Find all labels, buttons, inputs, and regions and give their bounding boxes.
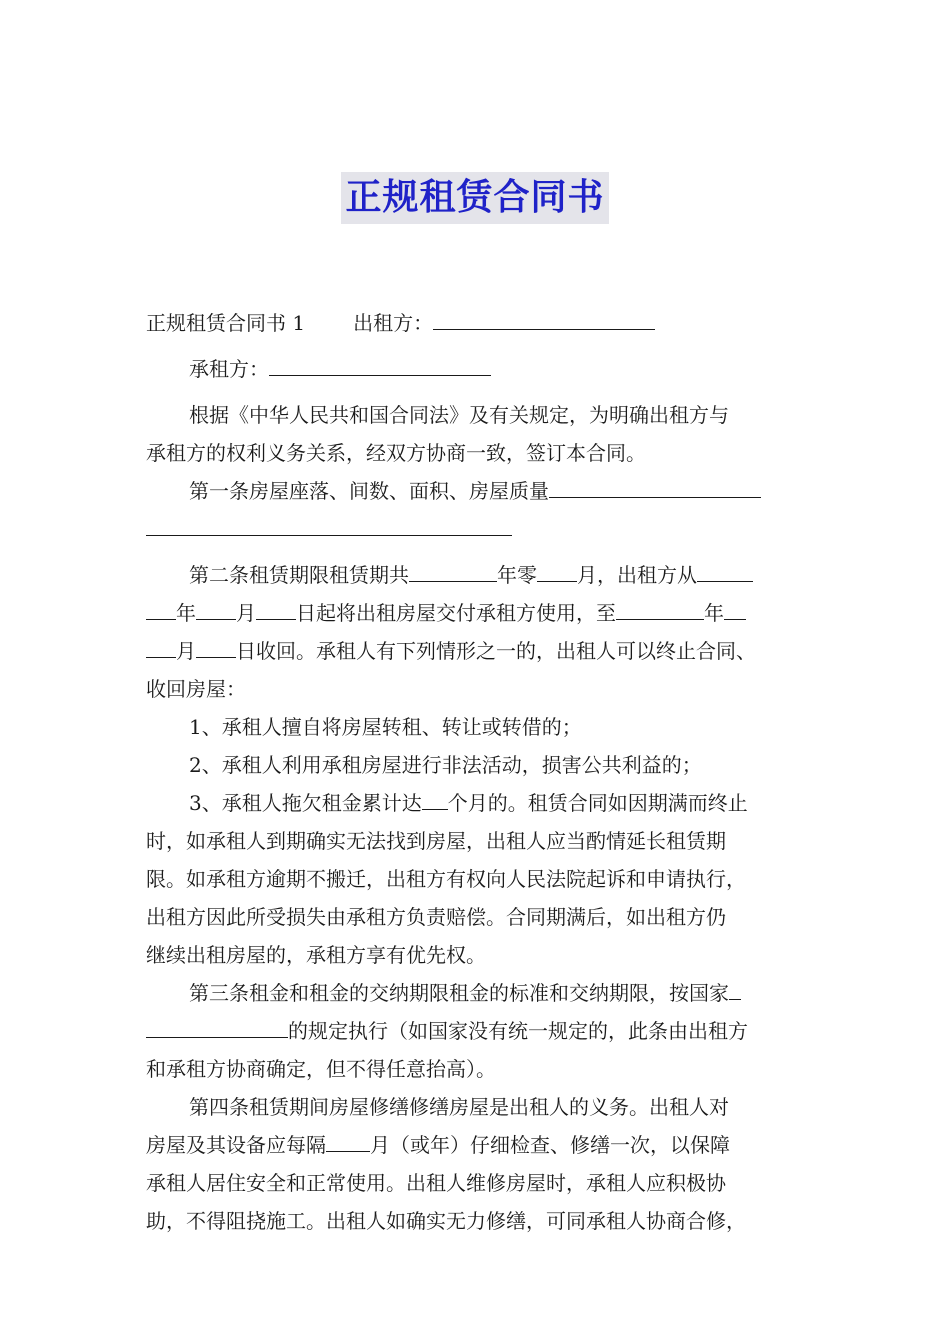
lessee-label: 承租方： — [189, 357, 269, 381]
text-line: 继续出租房屋的，承租方享有优先权。 — [146, 943, 486, 967]
list-item-text: 个月的。租赁合同如因期满而终止 — [447, 791, 748, 815]
text-line: 和承租方协商确定，但不得任意抬高）。 — [146, 1057, 496, 1081]
list-item-text: 3、承租人拖欠租金累计达 — [189, 791, 422, 815]
paragraph-line — [146, 936, 826, 974]
end-month-blank-cont — [146, 635, 176, 658]
end-day-blank — [196, 635, 236, 658]
article-4-line — [146, 1088, 826, 1126]
article-2-line — [146, 594, 826, 632]
text-line: 出租方因此所受损失由承租方负责赔偿。合同期满后，如出租方仍 — [146, 905, 726, 929]
text-line: 时，如承租人到期确实无法找到房屋，出租人应当酌情延长租赁期 — [146, 829, 726, 853]
text-segment: 年零 — [497, 563, 537, 587]
text-line: 第三条租金和租金的交纳期限租金的标准和交纳期限，按国家 — [189, 981, 729, 1005]
text-line: 第四条租赁期间房屋修缮修缮房屋是出租人的义务。出租人对 — [189, 1095, 729, 1119]
inspection-interval-blank — [326, 1129, 370, 1152]
paragraph-line — [146, 898, 826, 936]
text-segment: 第二条租赁期限租赁期共 — [189, 563, 409, 587]
article-3-line — [146, 1012, 826, 1050]
paragraph-line — [146, 860, 826, 898]
lessee-blank — [269, 353, 491, 376]
article-1-blank — [549, 475, 761, 498]
text-segment: 月 — [236, 601, 256, 625]
paragraph-line — [146, 396, 826, 434]
article-1-blank-2 — [146, 513, 512, 536]
start-day-blank — [256, 597, 296, 620]
document-body — [146, 304, 826, 1240]
years-blank — [409, 559, 497, 582]
list-item — [146, 784, 826, 822]
paragraph-line — [146, 822, 826, 860]
lessor-blank — [433, 307, 655, 330]
text-segment: 年 — [704, 601, 724, 625]
text-segment: 房屋及其设备应每隔 — [146, 1133, 326, 1157]
text-line: 承租方的权利义务关系，经双方协商一致，签订本合同。 — [146, 441, 646, 465]
text-line: 收回房屋： — [146, 677, 246, 701]
list-item-text: 2、承租人利用承租房屋进行非法活动，损害公共利益的； — [189, 753, 702, 777]
paragraph-line — [146, 434, 826, 472]
party-lessor-line — [146, 304, 826, 342]
article-4-line — [146, 1126, 826, 1164]
article-2-line — [146, 556, 826, 594]
text-segment: 年 — [176, 601, 196, 625]
paragraph-line — [146, 670, 826, 708]
article-3-line — [146, 974, 826, 1012]
text-line: 助，不得阻挠施工。出租人如确实无力修缮，可同承租人协商合修， — [146, 1209, 746, 1233]
text-line: 的规定执行（如国家没有统一规定的，此条由出租方 — [288, 1019, 748, 1043]
months-blank — [537, 559, 577, 582]
lessor-label: 出租方： — [353, 311, 434, 335]
text-line: 承租人居住安全和正常使用。出租人维修房屋时，承租人应积极协 — [146, 1171, 726, 1195]
state-blank-cont — [146, 1015, 288, 1038]
state-blank — [729, 977, 741, 1000]
contract-heading: 正规租赁合同书 1 — [146, 311, 306, 335]
article-1-text: 第一条房屋座落、间数、面积、房屋质量 — [189, 479, 549, 503]
text-segment: 日收回。承租人有下列情形之一的，出租人可以终止合同、 — [236, 639, 756, 663]
paragraph-line — [146, 1164, 826, 1202]
end-year-blank — [616, 597, 704, 620]
arrears-months-blank — [422, 787, 448, 810]
list-item — [146, 746, 826, 784]
list-item — [146, 708, 826, 746]
text-segment: 月（或年）仔细检查、修缮一次，以保障 — [370, 1133, 730, 1157]
article-2-line — [146, 632, 826, 670]
list-item-text: 1、承租人擅自将房屋转租、转让或转借的； — [189, 715, 582, 739]
start-month-blank — [196, 597, 236, 620]
title-container — [0, 172, 950, 224]
text-segment: 日起将出租房屋交付承租方使用，至 — [296, 601, 616, 625]
article-1-blank-line — [146, 510, 826, 548]
paragraph-line — [146, 1202, 826, 1240]
text-segment: 月 — [176, 639, 196, 663]
paragraph-line — [146, 1050, 826, 1088]
party-lessee-line — [146, 350, 826, 388]
text-line: 限。如承租方逾期不搬迁，出租方有权向人民法院起诉和申请执行， — [146, 867, 746, 891]
end-month-blank — [724, 597, 746, 620]
start-year-blank — [697, 559, 753, 582]
text-segment: 月，出租方从 — [577, 563, 697, 587]
article-1-line — [146, 472, 826, 510]
text-line: 根据《中华人民共和国合同法》及有关规定，为明确出租方与 — [189, 403, 729, 427]
document-title: 正规租赁合同书 — [341, 172, 608, 224]
start-year-blank-cont — [146, 597, 176, 620]
